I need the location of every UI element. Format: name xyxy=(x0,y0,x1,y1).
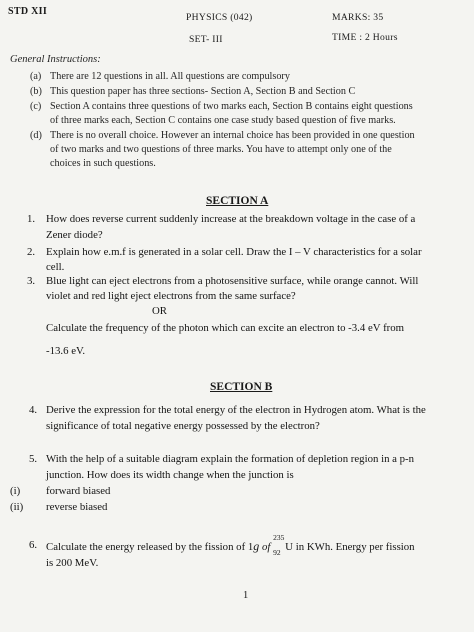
section-b-heading: SECTION B xyxy=(210,381,273,393)
section-a-heading: SECTION A xyxy=(206,195,269,207)
uranium-235-notation: 235 92 U xyxy=(273,533,294,557)
or-label: OR xyxy=(152,305,167,317)
set-label: SET- III xyxy=(189,34,223,45)
std-label: STD XII xyxy=(8,6,48,17)
page-number: 1 xyxy=(243,590,249,601)
instructions-title: General Instructions: xyxy=(10,54,101,65)
marks-label: MARKS: 35 xyxy=(332,12,384,23)
subject-label: PHYSICS (042) xyxy=(186,12,253,23)
time-label: TIME : 2 Hours xyxy=(332,32,398,43)
